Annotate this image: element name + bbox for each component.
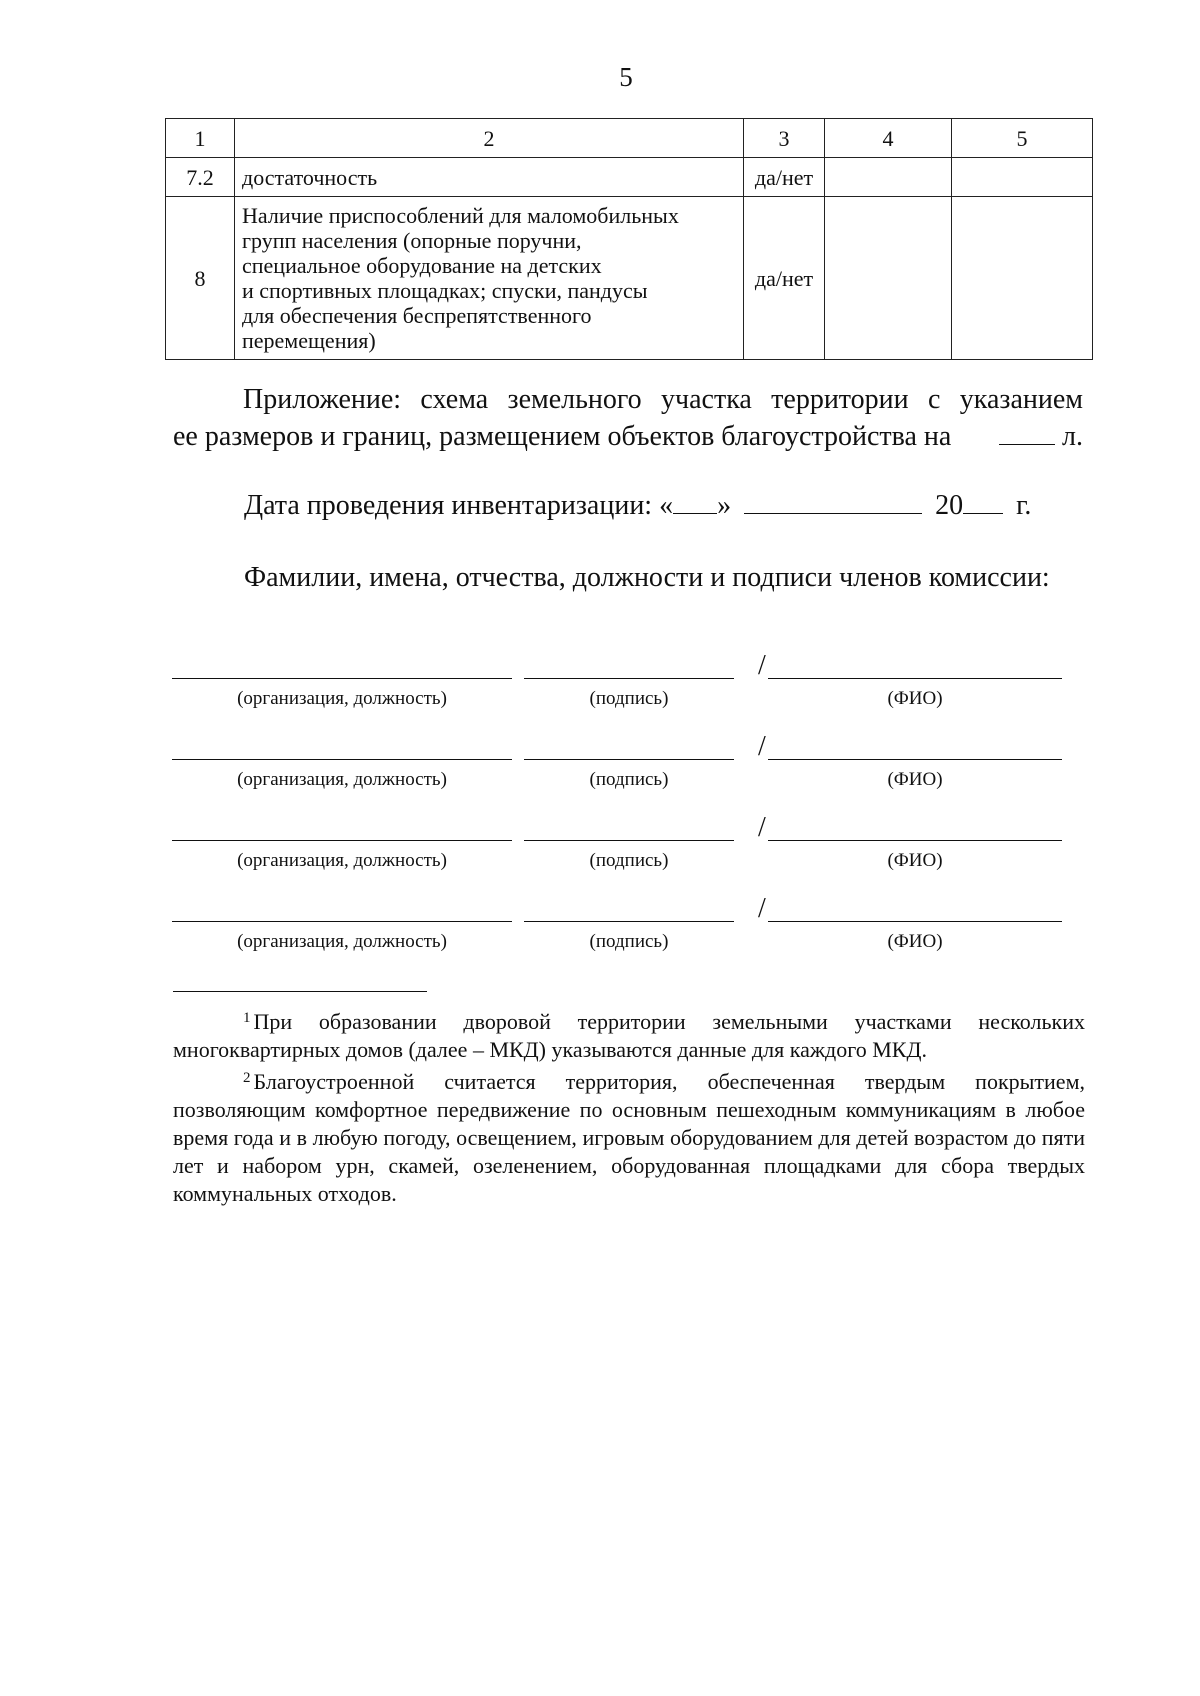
org-label: (организация, должность)	[237, 850, 447, 871]
sign-label: (подпись)	[589, 769, 669, 790]
header-cell-5: 5	[952, 119, 1093, 158]
header-cell-2: 2	[235, 119, 744, 158]
appendix-paragraph	[173, 381, 1083, 455]
footnote-text: Благоустроенной считается территория, обеспеченная твердым покрытием, позволяющим комфортное передвижение по основным пешеходным коммуникациям в любое время года и в любую погоду, освещением, игровым оборудованием для детей возрастом до пяти лет и набором урн, скамей, озеленением, оборудованная площадками для сбора твердых коммунальных отходов.	[173, 1069, 1085, 1206]
signature-line[interactable]	[524, 840, 734, 841]
year-suffix: г.	[1016, 490, 1032, 521]
row-text	[235, 197, 744, 360]
footnote-separator	[173, 991, 427, 992]
row-text: достаточность	[235, 158, 744, 197]
name-label: (ФИО)	[887, 688, 943, 709]
page-number: 5	[619, 62, 633, 92]
row-cell-5[interactable]	[952, 197, 1093, 360]
org-label: (организация, должность)	[237, 931, 447, 952]
sign-label: (подпись)	[589, 688, 669, 709]
appendix-line-2-text: ее размеров и границ, размещением объектов благоустройства на	[173, 421, 952, 452]
appendix-line-1: Приложение: схема земельного участка территории с указанием	[243, 384, 1083, 415]
row-answer: да/нет	[744, 197, 825, 360]
sheet-unit: л.	[1062, 421, 1083, 452]
footnotes	[173, 1004, 1085, 1208]
year-blank[interactable]	[963, 491, 1003, 514]
org-line[interactable]	[172, 840, 512, 841]
year-prefix: 20	[935, 490, 964, 521]
appendix-line-2	[173, 418, 1083, 455]
signature-row	[172, 893, 1062, 981]
table-row	[166, 197, 1093, 360]
date-line	[244, 490, 1031, 522]
inventory-table	[165, 118, 1093, 360]
row-text-line: перемещения)	[242, 328, 376, 353]
day-blank[interactable]	[673, 491, 717, 514]
signature-row	[172, 812, 1062, 900]
row-answer: да/нет	[744, 158, 825, 197]
signature-line[interactable]	[524, 678, 734, 679]
org-label: (организация, должность)	[237, 769, 447, 790]
footnote-2	[173, 1064, 1085, 1208]
header-cell-1: 1	[166, 119, 235, 158]
sign-label: (подпись)	[589, 850, 669, 871]
footnote-1	[173, 1004, 1085, 1064]
signature-line[interactable]	[524, 921, 734, 922]
row-number: 8	[166, 197, 235, 360]
slash: /	[758, 893, 766, 924]
header-cell-3: 3	[744, 119, 825, 158]
signature-row	[172, 731, 1062, 819]
row-cell-5[interactable]	[952, 158, 1093, 197]
row-text-line: и спортивных площадках; спуски, пандусы	[242, 278, 648, 303]
slash: /	[758, 650, 766, 681]
commission-members-title: Фамилии, имена, отчества, должности и подписи членов комиссии:	[244, 562, 1050, 593]
row-cell-4[interactable]	[825, 158, 952, 197]
date-close-quote: »	[717, 490, 732, 521]
header-cell-4: 4	[825, 119, 952, 158]
footnote-mark: 1	[243, 1010, 251, 1026]
row-text-line: для обеспечения беспрепятственного	[242, 303, 592, 328]
name-line[interactable]	[768, 678, 1062, 679]
slash: /	[758, 812, 766, 843]
org-line[interactable]	[172, 678, 512, 679]
sign-label: (подпись)	[589, 931, 669, 952]
row-text-line: групп населения (опорные поручни,	[242, 228, 582, 253]
name-label: (ФИО)	[887, 850, 943, 871]
org-line[interactable]	[172, 759, 512, 760]
name-line[interactable]	[768, 840, 1062, 841]
row-text-line: специальное оборудование на детских	[242, 253, 602, 278]
signature-row	[172, 650, 1062, 738]
date-open-quote: «	[659, 490, 674, 521]
org-line[interactable]	[172, 921, 512, 922]
sheet-count-blank[interactable]	[999, 422, 1055, 445]
month-blank[interactable]	[744, 491, 922, 514]
row-text-line: Наличие приспособлений для маломобильных	[242, 203, 679, 228]
date-label: Дата проведения инвентаризации:	[244, 490, 653, 521]
org-label: (организация, должность)	[237, 688, 447, 709]
row-cell-4[interactable]	[825, 197, 952, 360]
name-line[interactable]	[768, 921, 1062, 922]
name-line[interactable]	[768, 759, 1062, 760]
table-header-row	[166, 119, 1093, 158]
signature-line[interactable]	[524, 759, 734, 760]
row-number: 7.2	[166, 158, 235, 197]
slash: /	[758, 731, 766, 762]
footnote-mark: 2	[243, 1070, 251, 1086]
name-label: (ФИО)	[887, 769, 943, 790]
footnote-text: При образовании дворовой территории земельными участками нескольких многоквартирных домов (далее – МКД) указываются данные для каждого МКД.	[173, 1009, 1085, 1062]
name-label: (ФИО)	[887, 931, 943, 952]
table-row	[166, 158, 1093, 197]
